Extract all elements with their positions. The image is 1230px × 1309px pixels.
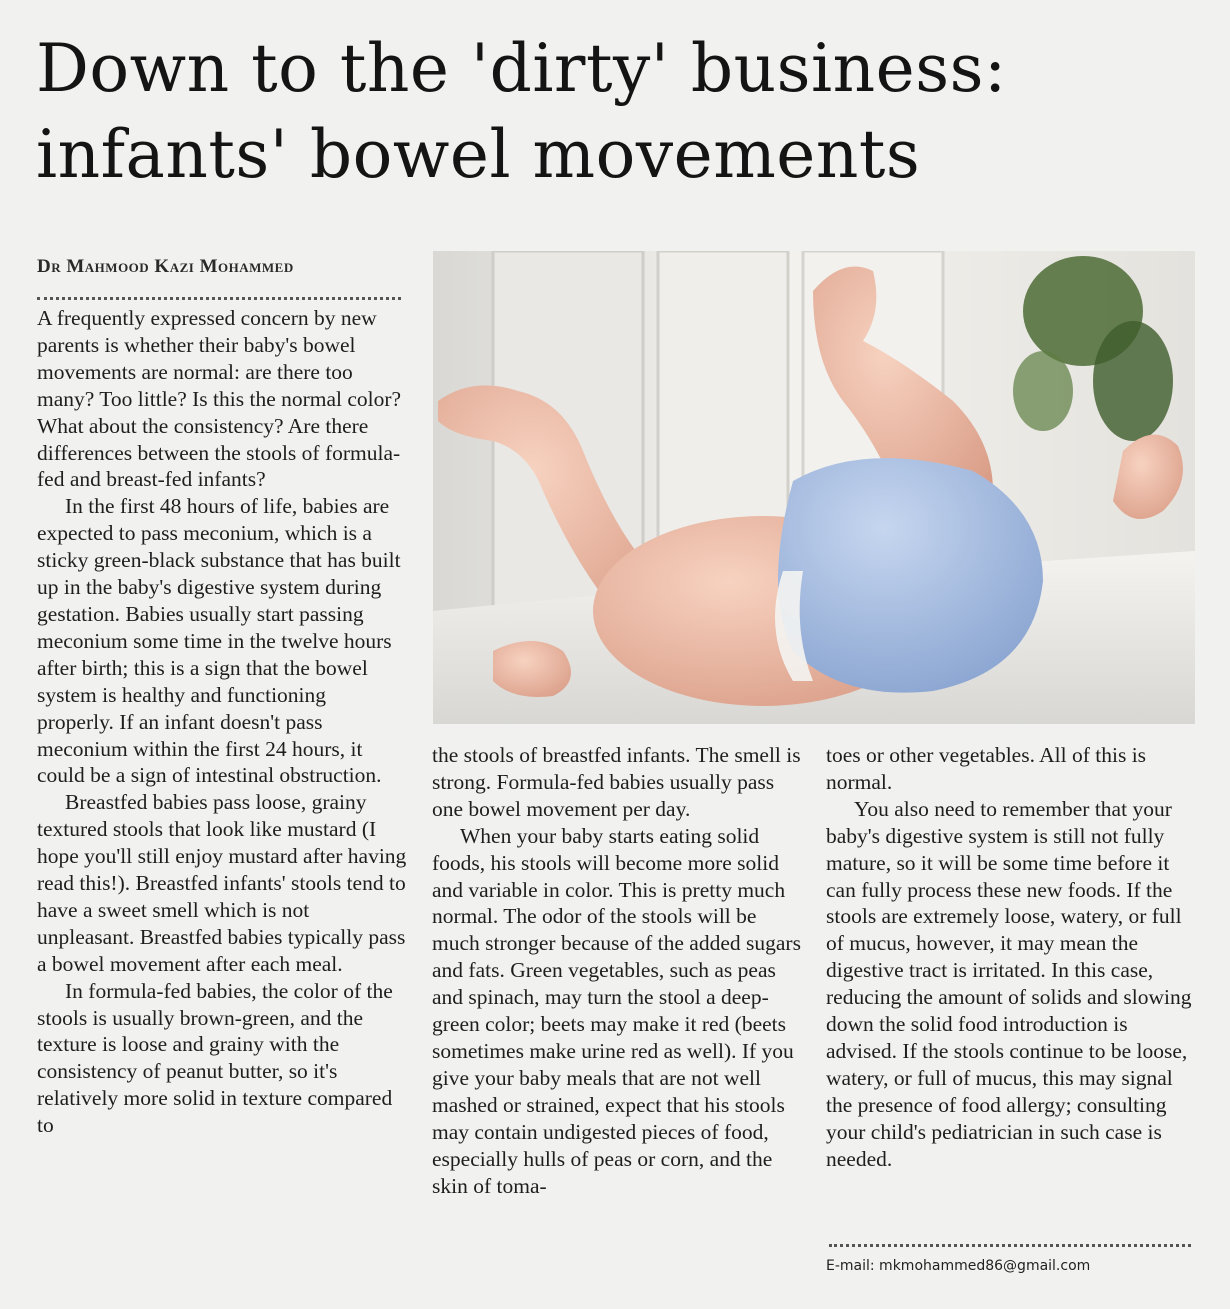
author-byline: Dr Mahmood Kazi Mohammed [37,256,294,277]
paragraph: You also need to remember that your baby's digestive system is still not fully mature, so it will be some time before it can fully process these new foods. If the stools are extremely loose, watery, or full of mucus, however, it may mean the digestive tract is irritated. In this case, reducing the amount of solids and slowing down the solid food introduction is advised. If the stools continue to be loose, watery, or full of mucus, this may signal the presence of food allergy; consulting your child's pediatrician in such case is needed. [826,796,1192,1171]
paragraph: A frequently expressed concern by new parents is whether their baby's bowel movements are normal: are there too many? Too little? Is this the normal color? What about the consistency? Are there differences between the stools of formula-fed and breast-fed infants? [37,306,402,492]
headline [36,26,1216,198]
paragraph: Breastfed babies pass loose, grainy textured stools that look like mustard (I hope you'll still enjoy mustard after having read this!). Breastfed infants' stools tend to have a sweet smell which is not unpleasant. Breastfed babies typically pass a bowel movement after each meal. [37,790,407,976]
author-email[interactable]: E-mail: mkmohammed86@gmail.com [826,1258,1091,1274]
byline-divider [37,297,401,300]
paragraph: In the first 48 hours of life, babies are expected to pass meconium, which is a sticky green-black substance that has built up in the baby's digestive system during gestation. Babies usually start passing meconium some time in the twelve hours after birth; this is a sign that the bowel system is healthy and functioning properly. If an infant doesn't pass meconium within the first 24 hours, it could be a sign of intestinal obstruction. [37,494,401,788]
footer-divider [829,1244,1191,1247]
headline-line-1: Down to the 'dirty' business: [36,30,1007,107]
paragraph: the stools of breastfed infants. The smell is strong. Formula-fed babies usually pass one bowel movement per day. [432,743,801,821]
article-column-3 [826,742,1198,1173]
article-photo [433,251,1195,724]
baby-photo-illustration [433,251,1195,724]
headline-line-2: infants' bowel movements [36,116,921,193]
article-column-1 [37,305,407,1139]
paragraph: When your baby starts eating solid foods, his stools will become more solid and variable in color. This is pretty much normal. The odor of the stools will be much stronger because of the added sugars and fats. Green vegetables, such as peas and spinach, may turn the stool a deep-green color; beets may make it red (beets sometimes make urine red as well). If you give your baby meals that are not well mashed or strained, expect that his stools may contain undigested pieces of food, especially hulls of peas or corn, and the skin of toma- [432,823,801,1198]
article-column-2 [432,742,802,1199]
paragraph: toes or other vegetables. All of this is normal. [826,743,1147,794]
paragraph: In formula-fed babies, the color of the stools is usually brown-green, and the texture is loose and grainy with the consistency of peanut butter, so it's relatively more solid in texture compared to [37,978,393,1138]
